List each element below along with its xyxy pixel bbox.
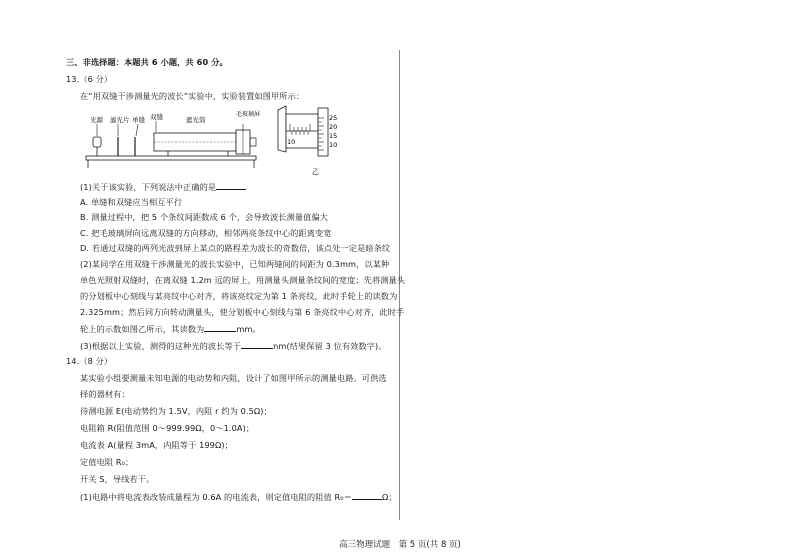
- q13-part2-line1: (2)某同学在用双缝干涉测量光的波长实验中，已知两缝间的间距为 0.3mm，以某种: [80, 259, 390, 269]
- q13-part3-row: [80, 340, 387, 352]
- optical-bench: [86, 156, 256, 160]
- page-footer: 高三物理试题 第 5 页(共 8 页): [339, 540, 461, 550]
- answer-blank-2[interactable]: [204, 323, 236, 332]
- label-filter: 滤光片: [110, 116, 130, 124]
- q14-line1: 某实验小组要测量未知电源的电动势和内阻，设计了如图甲所示的测量电路。可供选: [80, 373, 387, 383]
- thimble-number-25: 25: [329, 114, 338, 122]
- q14-line6: 定值电阻 R₀；: [80, 457, 134, 467]
- thimble-number-15: 15: [329, 132, 338, 140]
- thimble-number-10: 10: [329, 141, 338, 149]
- q14-line2: 择的器材有：: [80, 389, 130, 399]
- label-tube: 遮光筒: [186, 116, 206, 124]
- section-header: 三、非选择题：本题共 6 小题，共 60 分。: [66, 57, 228, 67]
- q14-line7: 开关 S，导线若干。: [80, 474, 155, 484]
- thimble-number-20: 20: [329, 123, 338, 131]
- q13-number: 13.（6 分）: [66, 74, 113, 84]
- q13-part3b: nm(结果保留 3 位有效数字)。: [273, 341, 387, 351]
- option-a: A. 单缝和双缝应当相互平行: [80, 197, 183, 207]
- q13-part3a: (3)根据以上实验，测得的这种光的波长等于: [80, 341, 242, 351]
- caption-yi: 乙: [312, 168, 319, 176]
- label-light-source: 光源: [90, 116, 103, 124]
- micrometer-thimble: [318, 108, 328, 156]
- q13-part2-line2: 单色光照射双缝时，在离双缝 1.2m 远的屏上，用测量头测量条纹间的宽度；先将测量头: [80, 275, 406, 285]
- q14-line4: 电阻箱 R(阻值范围 0～999.99Ω，0～1.0A)；: [80, 423, 255, 433]
- q13-part2-line5: [80, 323, 261, 335]
- main-scale-number: 10: [287, 138, 296, 146]
- apparatus-figure: [78, 108, 266, 174]
- q14-part1-row: [80, 491, 397, 503]
- q13-intro: 在“用双缝干涉测量光的波长”实验中，实验装置如图甲所示：: [80, 91, 305, 101]
- q14-line3: 待测电源 E(电动势约为 1.5V，内阻 r 约为 0.5Ω)；: [80, 406, 272, 416]
- q14-number: 14.（8 分）: [66, 356, 113, 366]
- label-double-slit: 双缝: [150, 113, 163, 121]
- light-source: [93, 137, 101, 147]
- q14-part1b: Ω；: [381, 492, 397, 502]
- q13-part2-line5a: 轮上的示数如图乙所示，其读数为: [80, 324, 205, 334]
- q13-part2-line3: 的分划板中心刻线与某亮纹中心对齐，将该亮纹定为第 1 条亮纹，此时手轮上的读数为: [80, 291, 398, 301]
- q13-part2-line4: 2.325mm；然后同方向转动测量头，使分划板中心刻线与第 6 条亮纹中心对齐，此时手: [80, 307, 405, 317]
- option-d: D. 若通过双缝的两列光波到屏上某点的路程差为波长的奇数倍，该点处一定是暗条纹: [80, 243, 391, 253]
- q13-part1-row: [80, 181, 246, 193]
- q14-part1a: (1)电路中将电流表改装成量程为 0.6A 的电流表，则定值电阻的阻值 R₀＝: [80, 492, 352, 502]
- micrometer-figure: [272, 100, 346, 178]
- answer-blank-3[interactable]: [241, 340, 273, 349]
- q14-line5: 电流表 A(量程 3mA，内阻等于 199Ω)；: [80, 440, 233, 450]
- answer-blank-4[interactable]: [352, 491, 382, 500]
- q13-part1: (1)关于该实验，下列说法中正确的是: [80, 182, 217, 192]
- label-screen: 毛玻璃屏: [236, 111, 261, 118]
- option-c: C. 把毛玻璃屏向远离双缝的方向移动，相邻两亮条纹中心的距离变宽: [80, 228, 332, 238]
- answer-blank-1[interactable]: [216, 181, 246, 190]
- option-b: B. 测量过程中，把 5 个条纹间距数成 6 个，会导致波长测量值偏大: [80, 212, 329, 222]
- q13-part2-line5b: mm。: [236, 324, 261, 334]
- label-single-slit: 单缝: [132, 116, 145, 124]
